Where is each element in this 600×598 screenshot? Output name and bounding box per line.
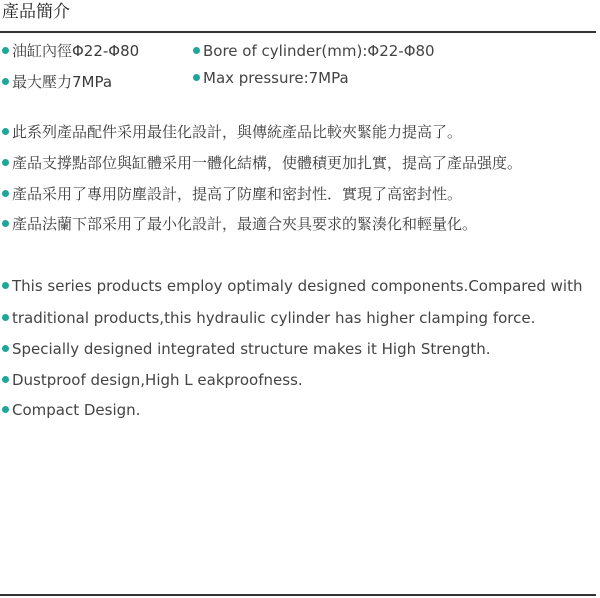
feature-en-item	[2, 308, 535, 328]
spec-pressure-en	[193, 68, 349, 88]
top-divider	[0, 31, 596, 33]
bullet-icon	[193, 74, 200, 81]
page-title: 產品簡介	[2, 2, 70, 22]
bullet-icon	[2, 376, 9, 383]
feature-en-item	[2, 339, 491, 359]
feature-en-text: This series products employ optimaly designed components.Compared with	[12, 277, 583, 295]
feature-en-text: Specially designed integrated structure makes it High Strength.	[12, 340, 491, 358]
bullet-icon	[2, 314, 9, 321]
feature-zh-text: 產品法蘭下部采用了最小化設計，最適合夾具要求的緊湊化和輕量化。	[12, 215, 478, 233]
feature-en-text: Dustproof design,High L eakproofness.	[12, 371, 303, 389]
bottom-divider	[0, 594, 596, 596]
feature-en-text: Compact Design.	[12, 401, 141, 419]
feature-zh-item	[2, 122, 462, 142]
spec-pressure-zh	[2, 72, 112, 92]
bullet-icon	[2, 128, 9, 135]
spec-bore-zh-text: 油缸內徑Φ22-Φ80	[12, 42, 140, 60]
bullet-icon	[2, 345, 9, 352]
bullet-icon	[2, 220, 9, 227]
bullet-icon	[2, 190, 9, 197]
bullet-icon	[2, 282, 9, 289]
bullet-icon	[2, 406, 9, 413]
spec-pressure-en-text: Max pressure:7MPa	[203, 69, 349, 87]
feature-zh-item	[2, 214, 477, 234]
spec-bore-en	[193, 41, 435, 61]
feature-en-text: traditional products,this hydraulic cylinder has higher clamping force.	[12, 309, 536, 327]
bullet-icon	[2, 78, 9, 85]
feature-zh-text: 產品采用了專用防塵設計，提高了防塵和密封性．實現了高密封性。	[12, 185, 463, 203]
feature-zh-text: 此系列產品配件采用最佳化設計，與傳統產品比較夾緊能力提高了。	[12, 123, 463, 141]
feature-zh-text: 產品支撐點部位與缸體采用一體化結構，使體積更加扎實，提高了產品强度。	[12, 154, 523, 172]
feature-zh-item	[2, 153, 522, 173]
spec-bore-zh	[2, 41, 139, 61]
bullet-icon	[2, 159, 9, 166]
feature-en-item	[2, 370, 303, 390]
spec-pressure-zh-text: 最大壓力7MPa	[12, 73, 113, 91]
feature-en-item	[2, 400, 140, 420]
feature-en-item	[2, 276, 582, 296]
spec-bore-en-text: Bore of cylinder(mm):Φ22-Φ80	[203, 42, 435, 60]
bullet-icon	[2, 47, 9, 54]
bullet-icon	[193, 47, 200, 54]
feature-zh-item	[2, 184, 462, 204]
